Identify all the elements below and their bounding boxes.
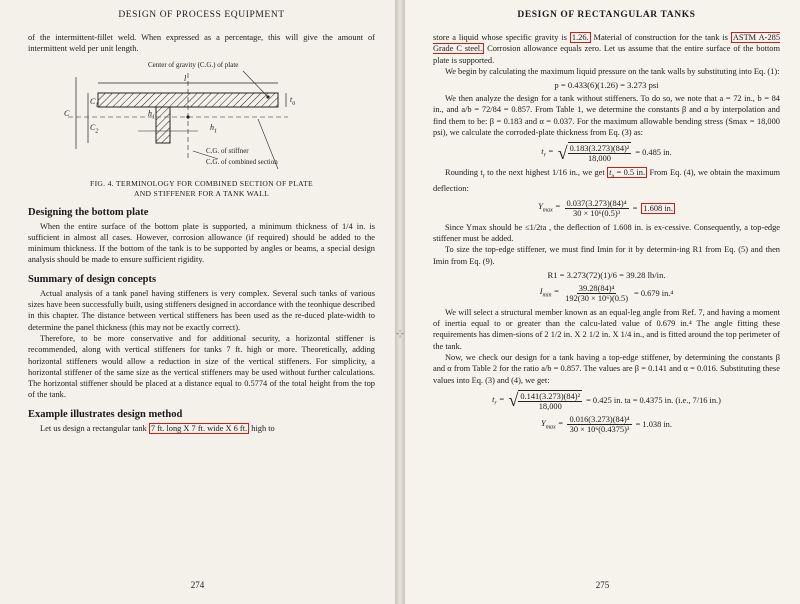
equation-ymax: $Y_{max}$ = $\frac{\text{0.037(3.273)(84)⁴}}{\text{30 × 10⁶(0.5)³}}$ = 1.608 in. [538, 198, 673, 218]
paragraph-angle: We will select a structural member known as an equal-leg angle from Ref. 7, and having a moment of inertia equal to or greater than the calcu-lated value of 0.679 in.⁴ The angle fitting these requirements has dimen-sions of 2 1/2 in. X 2 1/2 in. X 1/4 in., and is fitted around the top perimeter of the tank. [433, 307, 780, 351]
figure-caption: FIG. 4. TERMINOLOGY FOR COMBINED SECTION OF PLATE AND STIFFENER FOR A TANK WALL [90, 178, 313, 198]
book-gutter [395, 0, 405, 604]
paragraph-imin: To size the top-edge stiffener, we must find Imin for it by determin-ing R1 from Eq. (5) and then Imin from Eq. (9). [433, 245, 780, 266]
paragraph-material: store a liquid whose specific gravity is 1.26. Material of construction for the tank is ASTM A-285 Grade C steel. Corrosion allowance equals zero. Let us assume that the entire surface of the bottom plate is supported. [433, 33, 781, 65]
equation-tr: $t_r$ = √ $\frac{\text{0.183(3.273)(84)²}}{18,000}$ = 0.485 in. [541, 142, 672, 164]
running-head-right: DESIGN OF RECTANGULAR TANKS [517, 10, 696, 20]
equation-r1: R1 = 3.273(72)(1)/6 = 39.28 lb/in. [547, 269, 666, 280]
figure-label-c2: $C_2$ [90, 122, 99, 135]
paragraph-example: Let us design a rectangular tank 7 ft. long X 7 ft. wide X 6 ft. high to [40, 423, 275, 433]
paragraph-pressure: We begin by calculating the maximum liquid pressure on the tank walls by substituting into Eq. (1): [445, 66, 780, 76]
paragraph-intro: of the intermittent-fillet weld. When expressed as a percentage, this will give the amount of intermittent weld per unit length. [28, 33, 375, 54]
figure-label-c: C [64, 108, 70, 118]
figure-label-cg-plate: Center of gravity (C.G.) of plate [148, 60, 239, 69]
equation-ymax2: $Y_{max}$ = $\frac{\text{0.016(3.273)(84)⁴}}{\text{30 × 10⁶(0.4375)³}}$ = 1.038 in. [541, 414, 672, 434]
figure-label-l: l [184, 73, 187, 83]
page-left [0, 0, 395, 604]
figure-plate-stiffener [28, 57, 375, 175]
gutter-mark: -¦- [396, 328, 404, 338]
heading-example: Example illustrates design method [28, 408, 183, 420]
equation-tr2: $t_r$ = √ $\frac{\text{0.141(3.273)(84)²}}{18,000}$ = 0.425 in. ta = 0.4375 in. (i.e., 7/16 in.) [492, 390, 721, 411]
highlight-deflection: 1.608 in. [643, 203, 673, 213]
figure-label-c1: $C_1$ [90, 96, 99, 109]
figure-label-ta: $t_a$ [290, 94, 296, 107]
paragraph-summary-1: Actual analysis of a tank panel having stiffeners is very complex. Several such tanks of various sizes have been successfully built, using stiffeners designed in accordance with the teonhique described in this chapter. The distance between vertical stiffeners has been used as the re-duced plate-width to determine the panel thickness (this may not be exactly correct). [28, 288, 375, 332]
highlight-dimensions: 7 ft. long X 7 ft. wide X 6 ft. [150, 423, 248, 433]
stiffener-shape [156, 107, 170, 143]
page-number-right: 275 [595, 580, 610, 590]
figure-label-cg-combined: C.G. of combined section [206, 157, 278, 166]
highlight-ta: $t_a = 0.5$ in. [609, 168, 646, 181]
figure-label-h2: $h_1$ [210, 122, 217, 135]
highlight-material: ASTM A-285 Grade C steel. [433, 33, 781, 54]
paragraph-check: Now, we check our design for a tank having a top-edge stiffener, by determining the constants β and α from Table 2 for the ratio a/b = 0.857. The values are β = 0.141 and α = 0.016. Substituting these values into Eq. (3) and (4), we get: [433, 353, 780, 385]
heading-summary: Summary of design concepts [28, 273, 157, 285]
highlight-specific-gravity: 1.26. [571, 33, 589, 42]
paragraph-excessive: Since Ymax should be ≤1/2ta , the deflection of 1.608 in. is ex-cessive. Consequently, a top-edge stiffener must be added. [433, 222, 780, 243]
figure-label-cg-stiffner: C.G. of stiffner [206, 146, 249, 155]
paragraph-summary-2: Therefore, to be more conservative and for additional security, a horizontal stiffener is recommended, along with vertical stiffeners for tanks 7 ft. high or more. Theoretically, adding horizontal stiffeners would allow a reduction in size of the vertical stiffeners. For simplicity, a horizontal stiffener of the same size as the vertical stiffeners may be used without further calculations. The horizontal stiffener should be placed at a distance equal to 0.5774 of the total height from the top of the tank. [28, 333, 375, 400]
paragraph-rounding: Rounding $t_r$ to the next highest 1/16 in., we get $t_a = 0.5$ in. From Eq. (4), we obtain the maximum deflection: [433, 168, 781, 194]
equation-imin: $I_{min}$ = $\frac{\text{39.28(84)⁴}}{\text{192(30 × 10⁶)(0.5)}}$ = 0.679 in.⁴ [539, 283, 674, 303]
paragraph-bottom-plate: When the entire surface of the bottom plate is supported, a minimum thickness of 1/4 in. is sufficient in almost all cases. However, corrosion allowance (if required) should be added to the minimum thickness. If the bottom of the tank is to be supported by angles or beams, a special design analysis should be made to ensure sufficient rigidity. [28, 221, 375, 265]
running-head-left: DESIGN OF PROCESS EQUIPMENT [118, 10, 285, 20]
paragraph-no-stiffener: We then analyze the design for a tank without stiffeners. To do so, we note that a = 72 in., b = 84 in., and a/b = 72/84 = 0.857. From Table 1, we determine the constants β and α by interpolation and find them to be: β = 0.183 and α = 0.037. For the maximum allowable bending stress (Smax = 18,000 psi), we calculate the corroded-plate thickness from Eq. (3) as: [433, 94, 780, 138]
page-right [405, 0, 800, 604]
figure-label-h1: $h_1$ [148, 108, 155, 121]
figure-drawing [28, 57, 375, 175]
page-number-left: 274 [190, 580, 205, 590]
heading-bottom-plate: Designing the bottom plate [28, 206, 149, 218]
equation-pressure: p = 0.433(6)(1.26) = 3.273 psi [554, 80, 659, 91]
